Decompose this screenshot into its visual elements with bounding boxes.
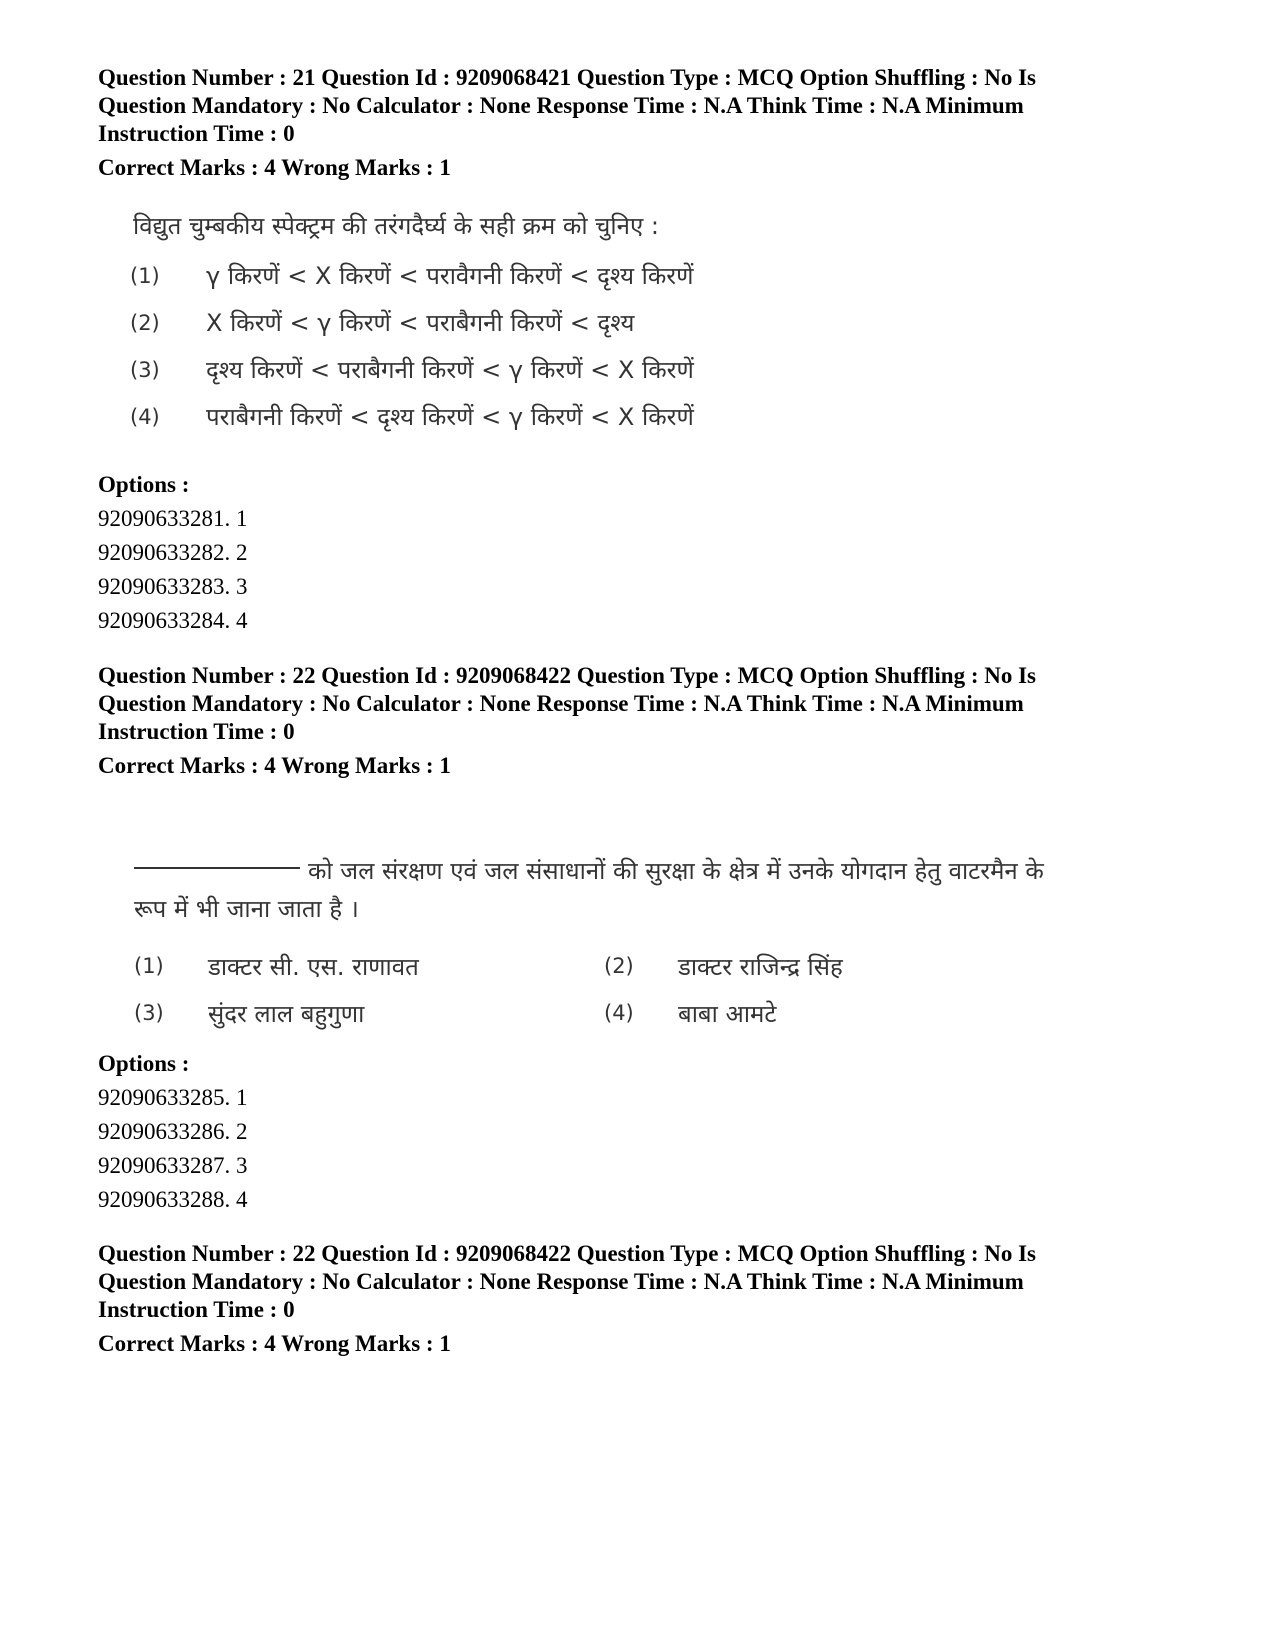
choice-number: (4) — [130, 404, 160, 429]
choice-3 — [130, 346, 850, 393]
choice-text: X किरणें < γ किरणें < पराबैगनी किरणें < दृश्य — [206, 309, 635, 337]
choice-text: बाबा आमटे — [678, 999, 777, 1028]
question-stem — [134, 852, 1134, 890]
question-stem-line: को जल संरक्षण एवं जल संसाधानों की सुरक्षा के क्षेत्र में उनके योगदान हेतु वाटरमैन के — [308, 857, 1044, 885]
question-marks: Correct Marks : 4 Wrong Marks : 1 — [98, 155, 451, 180]
choice-number: (2) — [130, 310, 160, 335]
question-stem: विद्युत चुम्बकीय स्पेक्ट्रम की तरंगदैर्घ्य के सही क्रम को चुनिए : — [133, 212, 659, 240]
option-item: 92090633288. 4 — [98, 1187, 248, 1212]
choice-4 — [604, 995, 1074, 1031]
question-22-repeat-header — [98, 1240, 1178, 1358]
question-meta-line: Question Mandatory : No Calculator : None Response Time : N.A Think Time : N.A Minimum — [98, 93, 1024, 118]
option-item: 92090633286. 2 — [98, 1119, 248, 1144]
choice-text: दृश्य किरणें < पराबैगनी किरणें < γ किरणें < X किरणें — [206, 356, 694, 384]
question-21-header — [98, 64, 1178, 182]
choice-4 — [130, 393, 850, 440]
choice-2 — [130, 299, 850, 346]
choice-text: γ किरणें < X किरणें < परावैगनी किरणें < दृश्य किरणें — [206, 262, 694, 290]
choice-text: पराबैगनी किरणें < दृश्य किरणें < γ किरणें < X किरणें — [206, 403, 694, 431]
question-meta-line: Instruction Time : 0 — [98, 121, 295, 146]
question-22-options — [98, 1047, 248, 1217]
question-meta-line: Instruction Time : 0 — [98, 1297, 295, 1322]
option-item: 92090633283. 3 — [98, 574, 248, 599]
choice-text: डाक्टर सी. एस. राणावत — [208, 952, 419, 981]
question-meta-line: Question Number : 21 Question Id : 9209068421 Question Type : MCQ Option Shuffling : No Is — [98, 65, 1037, 90]
choice-text: सुंदर लाल बहुगुणा — [208, 999, 365, 1028]
question-meta-line: Instruction Time : 0 — [98, 719, 295, 744]
fill-in-blank-line — [134, 867, 300, 869]
choice-number: (3) — [130, 357, 160, 382]
question-meta-line: Question Number : 22 Question Id : 9209068422 Question Type : MCQ Option Shuffling : No Is — [98, 1241, 1037, 1266]
choice-2 — [604, 948, 1074, 984]
question-21-body — [130, 208, 850, 440]
question-marks: Correct Marks : 4 Wrong Marks : 1 — [98, 753, 451, 778]
question-meta-line: Question Mandatory : No Calculator : None Response Time : N.A Think Time : N.A Minimum — [98, 691, 1024, 716]
choice-number: (2) — [604, 954, 634, 978]
question-22-header — [98, 662, 1178, 780]
choice-number: (1) — [134, 954, 164, 978]
option-item: 92090633287. 3 — [98, 1153, 248, 1178]
question-22-body — [134, 852, 1134, 1031]
choice-number: (1) — [130, 263, 160, 288]
question-21-options — [98, 468, 248, 638]
choice-grid — [134, 948, 1134, 1031]
choice-3 — [134, 995, 604, 1031]
option-item: 92090633284. 4 — [98, 608, 248, 633]
option-item: 92090633282. 2 — [98, 540, 248, 565]
options-label: Options : — [98, 1051, 190, 1076]
option-item: 92090633281. 1 — [98, 506, 248, 531]
choice-number: (4) — [604, 1001, 634, 1025]
question-meta-line: Question Mandatory : No Calculator : None Response Time : N.A Think Time : N.A Minimum — [98, 1269, 1024, 1294]
options-label: Options : — [98, 472, 190, 497]
question-stem-line: रूप में भी जाना जाता है । — [134, 895, 359, 923]
choice-1 — [130, 252, 850, 299]
choice-number: (3) — [134, 1001, 164, 1025]
choice-text: डाक्टर राजिन्द्र सिंह — [678, 952, 843, 981]
question-meta-line: Question Number : 22 Question Id : 9209068422 Question Type : MCQ Option Shuffling : No Is — [98, 663, 1037, 688]
choice-1 — [134, 948, 604, 984]
option-item: 92090633285. 1 — [98, 1085, 248, 1110]
question-marks: Correct Marks : 4 Wrong Marks : 1 — [98, 1331, 451, 1356]
